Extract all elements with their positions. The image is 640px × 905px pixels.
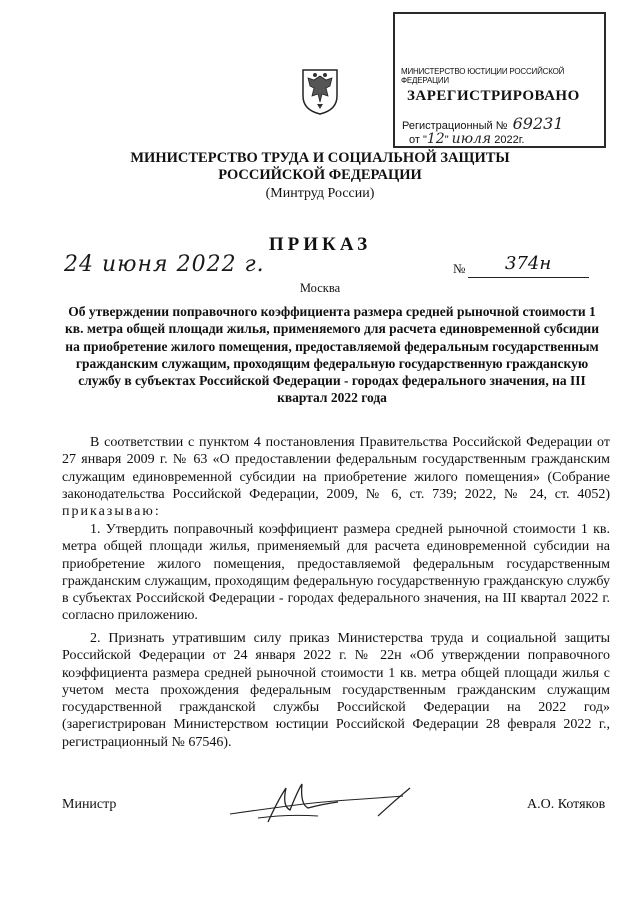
stamp-date-month: июля [451,131,492,147]
item-2-paragraph [62,630,610,751]
ministry-short-name: (Минтруд России) [265,186,375,201]
signer-title: Министр [62,797,117,812]
ministry-line1: МИНИСТЕРСТВО ТРУДА И СОЦИАЛЬНОЙ ЗАЩИТЫ [130,150,510,166]
order-heading: Об утверждении поправочного коэффициента размера средней рыночной стоимости 1 кв. метра общей площади жилья, применяемого для расчета единовременной субсидии на приобретение жилого помещения, предоставляемой федеральным государственным гражданским служащим, проходящим федеральную государственную гражданскую службу в субъектах Российской Федерации - городах федерального значения, на III квартал 2022 года [65,304,599,406]
stamp-date-prefix: от " [409,134,427,146]
ministry-line2: РОССИЙСКОЙ ФЕДЕРАЦИИ [218,167,422,183]
number-underline [468,277,589,278]
coat-of-arms-emblem [300,66,340,116]
stamp-date-line [409,131,524,147]
order-date: 24 июня 2022 г. [64,252,265,277]
intro-paragraph [62,434,610,520]
handwritten-signature [228,780,418,830]
ministry-name [0,150,640,184]
stamp-authority: МИНИСТЕРСТВО ЮСТИЦИИ РОССИЙСКОЙ ФЕДЕРАЦИИ [401,67,565,85]
order-title: ПРИКАЗ [268,234,372,255]
stamp-date-suffix: г. [518,134,525,146]
order-number: 374н [505,253,552,274]
stamp-date-day: 12 [426,131,445,147]
intro-action: приказываю: [62,504,161,520]
item-1-text: 1. Утвердить поправочный коэффициент размера средней рыночной стоимости 1 кв. метра общей площади жилья, применяемый для расчета единовременной субсидии на приобретение жилого помещения, предоставляемой федеральным государственным гражданским служащим, проходящим федеральную государственную гражданскую службу в субъектах Российской Федерации - городах федерального значения, на III квартал 2022 г. согласно приложению. [62,522,610,624]
order-city: Москва [299,281,341,295]
stamp-reg-label: Регистрационный № [402,120,508,132]
registration-stamp [393,12,606,148]
order-number-field [453,253,589,278]
signer-name: А.О. Котяков [527,797,606,812]
stamp-reg-number: 69231 [512,114,564,133]
stamp-status: ЗАРЕГИСТРИРОВАНО [407,88,580,104]
item-2-text: 2. Признать утратившим силу приказ Министерства труда и социальной защиты Российской Федерации от 24 января 2022 г. № 22н «Об утверждении поправочного коэффициента размера средней рыночной стоимости 1 кв. метра общей площади жилья с учетом места прохождения федеральным государственным гражданским служащим государственной гражданской службы Российской Федерации на 2022 год» (зарегистрирован Министерством юстиции Российской Федерации 28 февраля 2022 г., регистрационный № 67546). [62,631,610,750]
item-1-paragraph [62,521,610,625]
number-sign: № [453,261,466,276]
stamp-date-mid: " [444,134,452,146]
stamp-date-year: 2022 [491,134,519,146]
intro-text: В соответствии с пунктом 4 постановления Правительства Российской Федерации от 27 января 2009 г. № 63 «О предоставлении федеральным государственным гражданским служащим единовременной субсидии на приобретение жилого помещения» (Собрание законодательства Российской Федерации, 2009, № 6, ст. 739; 2022, № 24, ст. 4052) [62,435,610,502]
